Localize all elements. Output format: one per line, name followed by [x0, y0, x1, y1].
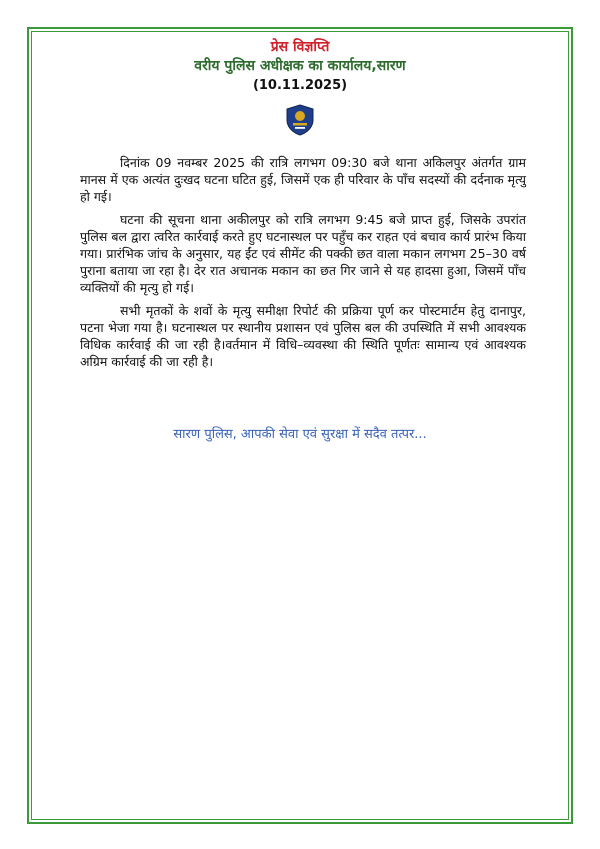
- press-release-body: [80, 154, 526, 376]
- office-name: वरीय पुलिस अधीक्षक का कार्यालय,सारण: [194, 58, 406, 74]
- paragraph-incident: दिनांक 09 नवम्बर 2025 की रात्रि लगभग 09:30 बजे थाना अकिलपुर अंतर्गत ग्राम मानस में एक अत्यंत दुःखद घटना घटित हुई, जिसमें एक ही परिवार के पाँच सदस्यों की दर्दनाक मृत्यु हो गई।: [80, 155, 526, 204]
- press-release-title: प्रेस विज्ञप्ति: [270, 39, 330, 55]
- press-release-header: [0, 38, 600, 96]
- police-emblem-icon: [285, 104, 315, 136]
- paragraph-postmortem: सभी मृतकों के शवों के मृत्यु समीक्षा रिपोर्ट की प्रक्रिया पूर्ण कर पोस्टमार्टम हेतु दानापुर, पटना भेजा गया है। घटनास्थल पर स्थानीय प्रशासन एवं पुलिस बल की उपस्थिति में सभी आवश्यक विधिक कार्रवाई की जा रही है।वर्तमान में विधि–व्यवस्था की स्थिति पूर्णतः सामान्य एवं आवश्यक अग्रिम कार्रवाई की जा रही है।: [80, 303, 526, 369]
- release-date: (10.11.2025): [252, 78, 348, 93]
- police-motto: सारण पुलिस, आपकी सेवा एवं सुरक्षा में सदैव तत्पर...: [173, 427, 427, 442]
- paragraph-response: घटना की सूचना थाना अकीलपुर को रात्रि लगभग 9:45 बजे प्राप्त हुई, जिसके उपरांत पुलिस बल द्वारा त्वरित कार्रवाई करते हुए घटनास्थल पर पहुँच कर राहत एवं बचाव कार्य प्रारंभ किया गया। प्रारंभिक जांच के अनुसार, यह ईंट एवं सीमेंट की पक्की छत वाला मकान लगभग 25–30 वर्ष पुराना बताया जा रहा है। देर रात अचानक मकान का छत गिर जाने से यह हादसा हुआ, जिसमें पाँच व्यक्तियों की मृत्यु हो गई।: [80, 212, 526, 295]
